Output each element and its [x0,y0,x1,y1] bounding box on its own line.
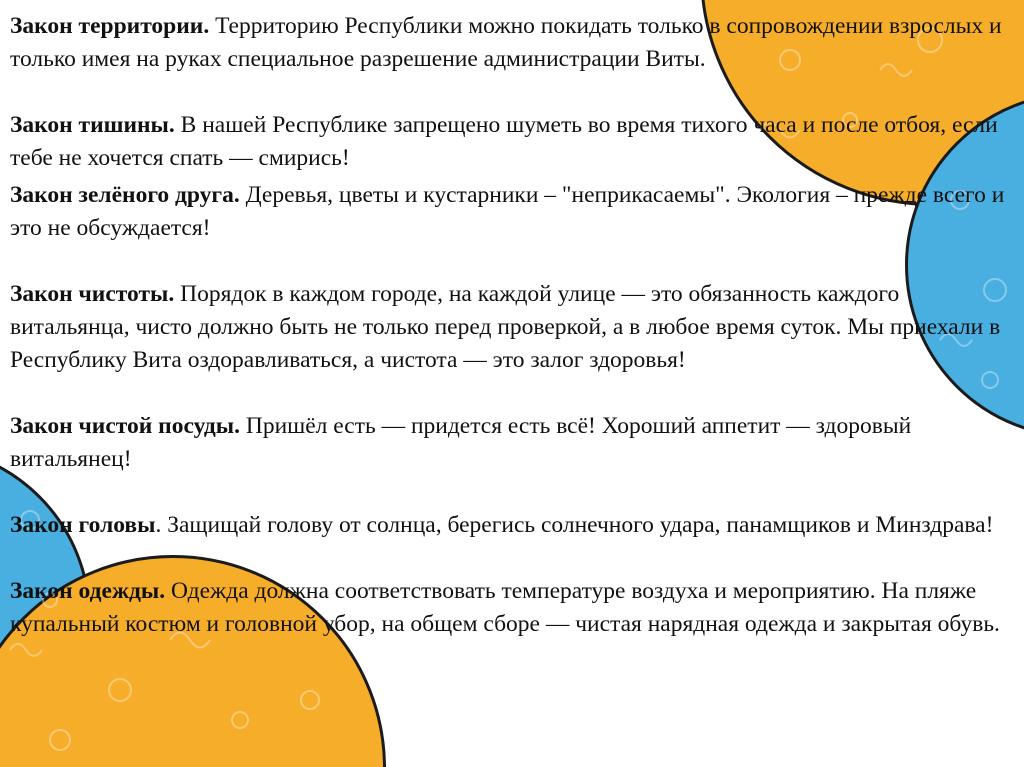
law-text: Территорию Республики можно покидать только в сопровождении взрослых и только имея на руках специальное разрешение администрации Виты. [10,13,1002,72]
law-head [10,509,1010,542]
law-title: Закон чистоты. [10,281,175,307]
law-green-friend [10,179,1010,245]
law-territory [10,10,1010,76]
law-cleanliness [10,278,1010,377]
law-title: Закон одежды. [10,578,166,604]
law-text: . Защищай голову от солнца, берегись солнечного удара, панамщиков и Минздрава! [155,512,994,538]
law-title: Закон зелёного друга. [10,182,240,208]
law-silence [10,109,1010,175]
law-text: Пришёл есть — придется есть всё! Хороший аппетит — здоровый витальянец! [10,413,912,472]
law-clean-dishes [10,410,1010,476]
law-text: Одежда должна соответствовать температуре воздуха и мероприятию. На пляже купальный костюм и головной убор, на общем сборе — чистая нарядная одежда и закрытая обувь. [10,578,1000,637]
law-text: В нашей Республике запрещено шуметь во время тихого часа и после отбоя, если тебе не хочется спать — смирись! [10,112,998,171]
law-title: Закон территории. [10,13,210,39]
law-title: Закон чистой посуды. [10,413,240,439]
laws-list [10,10,1010,641]
law-clothing [10,575,1010,641]
law-title: Закон тишины. [10,112,175,138]
law-title: Закон головы [10,512,156,538]
law-text: Порядок в каждом городе, на каждой улице — это обязанность каждого витальянца, чисто должно быть не только перед проверкой, а в любое время суток. Мы приехали в Республику Вита оздоравливаться, а чистота — это залог здоровья! [10,281,1001,373]
law-text: Деревья, цветы и кустарники – "неприкасаемы". Экология – прежде всего и это не обсуждается! [10,182,1005,241]
